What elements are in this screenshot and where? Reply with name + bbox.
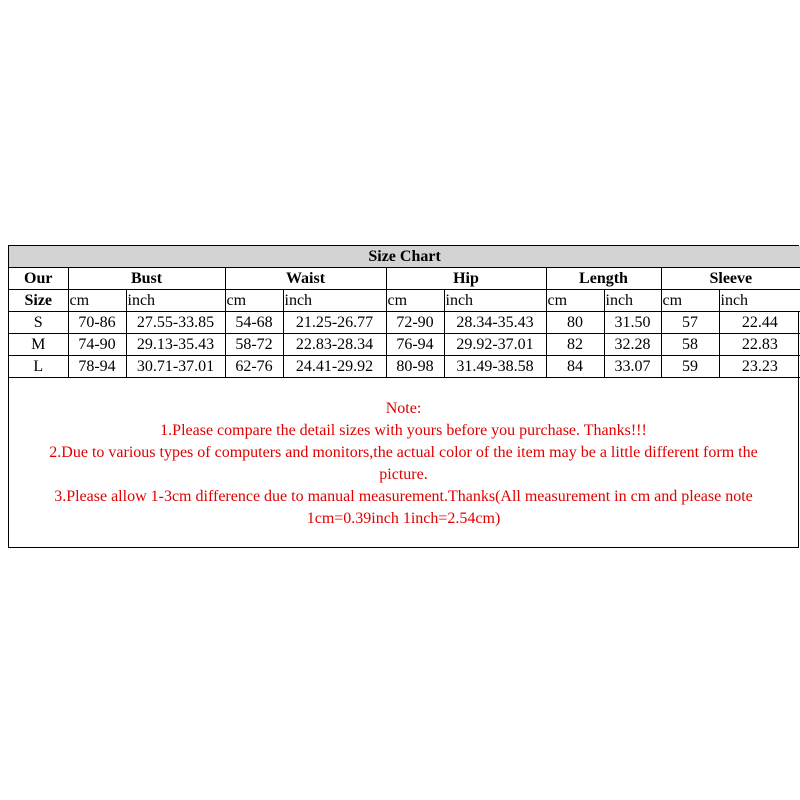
unit-inch: inch [604, 290, 661, 312]
waist-inch-cell: 24.41-29.92 [283, 356, 386, 378]
sleeve-inch-cell: 23.23 [719, 356, 800, 378]
bust-header: Bust [68, 268, 225, 290]
sleeve-cm-cell: 59 [661, 356, 719, 378]
note-line-2-cont: picture. [379, 466, 428, 483]
bust-cm-cell: 74-90 [68, 334, 126, 356]
size-cell: L [9, 356, 68, 378]
length-inch-cell: 32.28 [604, 334, 661, 356]
waist-cm-cell: 58-72 [225, 334, 283, 356]
note-line-2: 2.Due to various types of computers and monitors,the actual color of the item may be a little different form the [49, 444, 758, 461]
table-row [9, 312, 800, 334]
bust-cm-cell: 78-94 [68, 356, 126, 378]
unit-cm: cm [68, 290, 126, 312]
unit-inch: inch [283, 290, 386, 312]
hip-inch-cell: 28.34-35.43 [444, 312, 546, 334]
size-table [9, 246, 800, 378]
waist-cm-cell: 62-76 [225, 356, 283, 378]
unit-cm: cm [661, 290, 719, 312]
length-header: Length [546, 268, 661, 290]
waist-cm-cell: 54-68 [225, 312, 283, 334]
waist-inch-cell: 22.83-28.34 [283, 334, 386, 356]
length-cm-cell: 82 [546, 334, 604, 356]
table-row [9, 334, 800, 356]
our-size-header: Our [9, 268, 68, 290]
bust-inch-cell: 30.71-37.01 [126, 356, 225, 378]
length-inch-cell: 33.07 [604, 356, 661, 378]
bust-inch-cell: 27.55-33.85 [126, 312, 225, 334]
sleeve-inch-cell: 22.83 [719, 334, 800, 356]
hip-inch-cell: 31.49-38.58 [444, 356, 546, 378]
sleeve-inch-cell: 22.44 [719, 312, 800, 334]
unit-cm: cm [225, 290, 283, 312]
notes-heading: Note: [385, 400, 422, 417]
chart-title: Size Chart [9, 246, 800, 268]
hip-cm-cell: 80-98 [386, 356, 444, 378]
note-line-1: 1.Please compare the detail sizes with yours before you purchase. Thanks!!! [160, 422, 647, 439]
our-size-header-line2: Size [9, 290, 68, 312]
waist-inch-cell: 21.25-26.77 [283, 312, 386, 334]
size-chart [8, 245, 799, 548]
length-cm-cell: 84 [546, 356, 604, 378]
hip-inch-cell: 29.92-37.01 [444, 334, 546, 356]
sleeve-cm-cell: 58 [661, 334, 719, 356]
length-cm-cell: 80 [546, 312, 604, 334]
unit-inch: inch [444, 290, 546, 312]
bust-inch-cell: 29.13-35.43 [126, 334, 225, 356]
unit-inch: inch [126, 290, 225, 312]
size-cell: S [9, 312, 68, 334]
hip-cm-cell: 76-94 [386, 334, 444, 356]
hip-cm-cell: 72-90 [386, 312, 444, 334]
waist-header: Waist [225, 268, 386, 290]
size-cell: M [9, 334, 68, 356]
length-inch-cell: 31.50 [604, 312, 661, 334]
table-row [9, 356, 800, 378]
unit-inch: inch [719, 290, 800, 312]
note-line-3: 3.Please allow 1-3cm difference due to manual measurement.Thanks(All measurement in cm and please note [54, 488, 753, 505]
sleeve-cm-cell: 57 [661, 312, 719, 334]
note-line-3-cont: 1cm=0.39inch 1inch=2.54cm) [306, 510, 501, 527]
unit-cm: cm [386, 290, 444, 312]
bust-cm-cell: 70-86 [68, 312, 126, 334]
unit-cm: cm [546, 290, 604, 312]
sleeve-header: Sleeve [661, 268, 800, 290]
hip-header: Hip [386, 268, 546, 290]
notes-section [9, 378, 798, 530]
